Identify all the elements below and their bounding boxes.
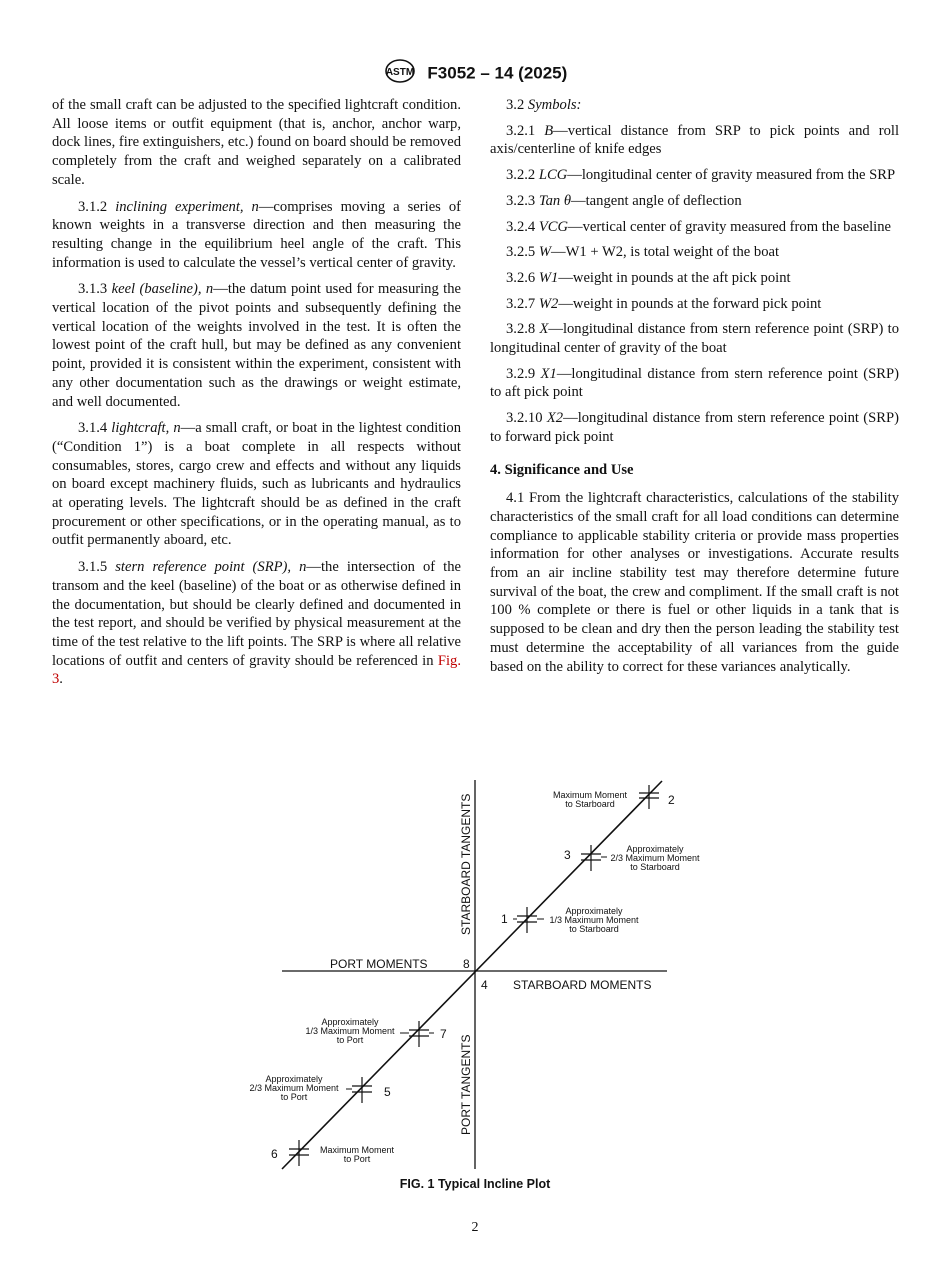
symbol-number: 3.2.10: [506, 410, 543, 427]
port-tangents-label: PORT TANGENTS: [459, 1034, 473, 1135]
marker-point-3: [581, 845, 607, 871]
symbol-text: —W1 + W2, is total weight of the boat: [551, 244, 780, 261]
page-number: 2: [471, 1220, 479, 1235]
point-2-note-line1: Maximum Moment: [552, 790, 628, 800]
symbol-term: Tan θ: [538, 192, 572, 209]
symbol-item: [490, 365, 899, 402]
starboard-moments-label: STARBOARD MOMENTS: [513, 978, 652, 992]
symbol-text: —weight in pounds at the forward pick point: [558, 295, 822, 312]
symbol-number: 3.2.8: [506, 321, 536, 338]
symbol-text: —vertical distance from SRP to pick points and roll axis/centerline of knife edges: [490, 122, 900, 158]
symbol-item: [490, 192, 899, 211]
definition-number: 3.1.3: [78, 281, 108, 298]
symbol-item: [490, 218, 899, 237]
point-4-label: 4: [481, 978, 488, 992]
symbol-term: W2: [538, 295, 559, 312]
symbol-term: W: [538, 244, 552, 261]
symbol-number: 3.2.1: [506, 122, 536, 139]
point-3-label: 3: [564, 848, 571, 862]
definition-number: 3.1.5: [78, 559, 108, 576]
point-3-note-line1: Approximately: [626, 844, 684, 854]
symbol-text: —longitudinal distance from stern reference point (SRP) to longitudinal center of gravity of the boat: [490, 321, 899, 357]
document-id: F3052 – 14 (2025): [427, 63, 568, 83]
symbol-item: [490, 409, 899, 446]
definition-text: —comprises moving a series of known weights in a transverse direction and then measuring the resulting change in the equilibrium heel angle of the craft. This information is used to calculate the vessel’s vertical center of gravity.: [52, 198, 461, 271]
definition-3-1-4: [52, 419, 461, 550]
point-5-note-line3: to Port: [280, 1092, 308, 1102]
definition-end: .: [59, 671, 63, 688]
symbol-number: 3.2.3: [506, 192, 536, 209]
point-7-note-line2: 1/3 Maximum Moment: [305, 1026, 395, 1036]
point-8-label: 8: [463, 957, 470, 971]
symbol-text: —longitudinal center of gravity measured from the SRP: [567, 167, 896, 184]
point-7-label: 7: [440, 1027, 447, 1041]
section-number: 3.2: [506, 97, 525, 113]
paragraph-4-1: 4.1 From the lightcraft characteristics, calculations of the stability characteristics of the small craft for all load conditions can determine compliance to applicable stability criteria or provide mass properties information for other analyses or investigations. Accurate results from an air incline stability test may therefore determine future survival of the boat, the crew and compliment. If the small craft is not 100 % complete or there is fuel or other liquids in a tank that is supposed to be clean and dry then the person leading the stability test must determine the acceptability of all variances from the guide based on the ability to correct for these variances analytically.: [490, 490, 899, 675]
symbol-item: [490, 320, 899, 357]
symbol-number: 3.2.6: [506, 269, 536, 286]
definition-term: stern reference point (SRP), n: [115, 559, 307, 576]
symbol-text: —vertical center of gravity measured from the baseline: [568, 218, 891, 235]
point-1-note-line2: 1/3 Maximum Moment: [549, 915, 639, 925]
starboard-tangents-label: STARBOARD TANGENTS: [459, 793, 473, 935]
point-5-note-line1: Approximately: [265, 1074, 323, 1084]
definition-text: —a small craft, or boat in the lightest condition (“Condition 1”) is a boat complete in all respects without consumables, stores, cargo crew and effects and without any liquids on board except machinery fluids, such as lubricants and hydraulics at operating levels. The lightcraft should be as defined in the craft procurement or other specifications, or in the operating manual, as to outfit permanently aboard, etc.: [52, 420, 461, 549]
symbol-item: [490, 243, 899, 262]
section-label: Symbols:: [527, 97, 582, 113]
definition-number: 3.1.2: [78, 198, 108, 215]
point-5-label: 5: [384, 1085, 391, 1099]
incline-plot-svg: [249, 775, 700, 1175]
definition-3-1-2: [52, 198, 461, 273]
point-3-note-line3: to Starboard: [630, 862, 680, 872]
symbol-term: LCG: [538, 167, 568, 184]
figure-3-link[interactable]: Fig. 3: [52, 652, 461, 688]
symbol-number: 3.2.4: [506, 218, 536, 235]
definition-text: —the intersection of the transom and the keel (baseline) of the boat or as otherwise defined in the documentation, but should be clearly defined and documented in the test report, and should be verified by physical measurement at the time of the test relative to the lift points. The SRP is where all relative locations of outfit and centers of gravity should be referenced in: [52, 559, 461, 669]
symbols-heading: [490, 96, 899, 115]
point-5-note-line2: 2/3 Maximum Moment: [249, 1083, 339, 1093]
definition-term: lightcraft, n: [111, 420, 181, 437]
astm-logo-text: ASTM: [385, 67, 414, 78]
point-7-note-line3: to Port: [336, 1035, 364, 1045]
symbol-term: X2: [546, 410, 564, 427]
point-2-note-line2: to Starboard: [565, 799, 615, 809]
symbol-text: —longitudinal distance from stern reference point (SRP) to aft pick point: [490, 365, 899, 401]
port-moments-label: PORT MOMENTS: [330, 957, 428, 971]
definition-term: keel (baseline), n: [111, 281, 214, 298]
symbol-item: [490, 166, 899, 185]
figure-caption: FIG. 1 Typical Incline Plot: [399, 1177, 551, 1191]
point-1-label: 1: [501, 912, 508, 926]
symbol-item: [490, 269, 899, 288]
point-2-label: 2: [668, 793, 675, 807]
symbol-text: —weight in pounds at the aft pick point: [558, 269, 791, 286]
symbol-term: VCG: [538, 218, 569, 235]
symbol-number: 3.2.2: [506, 167, 536, 184]
symbol-text: —tangent angle of deflection: [571, 192, 742, 209]
definition-text: —the datum point used for measuring the vertical location of the pivot points and subsequently defining the vertical location of the weights involved in the test. It is often the lowest point of the craft hull, but may be defined as any convenient point, provided it is consistent within the experiment, consistent with any other documentation such as the drawings or weight estimate, and well documented.: [52, 281, 461, 410]
symbol-term: W1: [538, 269, 559, 286]
symbol-number: 3.2.9: [506, 365, 536, 382]
symbol-item: [490, 295, 899, 314]
symbol-text: —longitudinal distance from stern reference point (SRP) to forward pick point: [490, 410, 899, 445]
paragraph-continued: of the small craft can be adjusted to the specified lightcraft condition. All loose items or outfit equipment (that is, anchor, anchor warp, dock lines, fire extinguishers, etc.) found on board should be removed completely from the craft and weighed separately on a calibrated scale.: [52, 97, 461, 188]
point-1-note-line3: to Starboard: [569, 924, 619, 934]
point-7-note-line1: Approximately: [321, 1017, 379, 1027]
point-6-note-line1: Maximum Moment: [319, 1145, 395, 1155]
astm-logo-icon: [383, 58, 417, 89]
point-6-note-line2: to Port: [343, 1154, 371, 1164]
definition-3-1-3: [52, 280, 461, 411]
symbol-term: B: [544, 122, 554, 139]
section-4-heading: 4. Significance and Use: [490, 461, 634, 478]
symbol-term: X: [539, 321, 549, 338]
definition-number: 3.1.4: [78, 420, 108, 437]
right-column: [490, 96, 899, 683]
page-header: [0, 58, 950, 89]
symbol-term: X1: [540, 365, 557, 382]
definition-3-1-5: [52, 558, 461, 689]
point-3-note-line2: 2/3 Maximum Moment: [610, 853, 700, 863]
left-column: [52, 96, 461, 697]
definition-term: inclining experiment, n: [115, 198, 259, 215]
point-1-note-line1: Approximately: [565, 906, 623, 916]
marker-point-2: [639, 785, 659, 809]
symbol-item: [490, 122, 899, 159]
symbol-number: 3.2.5: [506, 244, 536, 261]
figure-incline-plot: [249, 775, 700, 1180]
symbol-number: 3.2.7: [506, 295, 536, 312]
point-6-label: 6: [271, 1147, 278, 1161]
